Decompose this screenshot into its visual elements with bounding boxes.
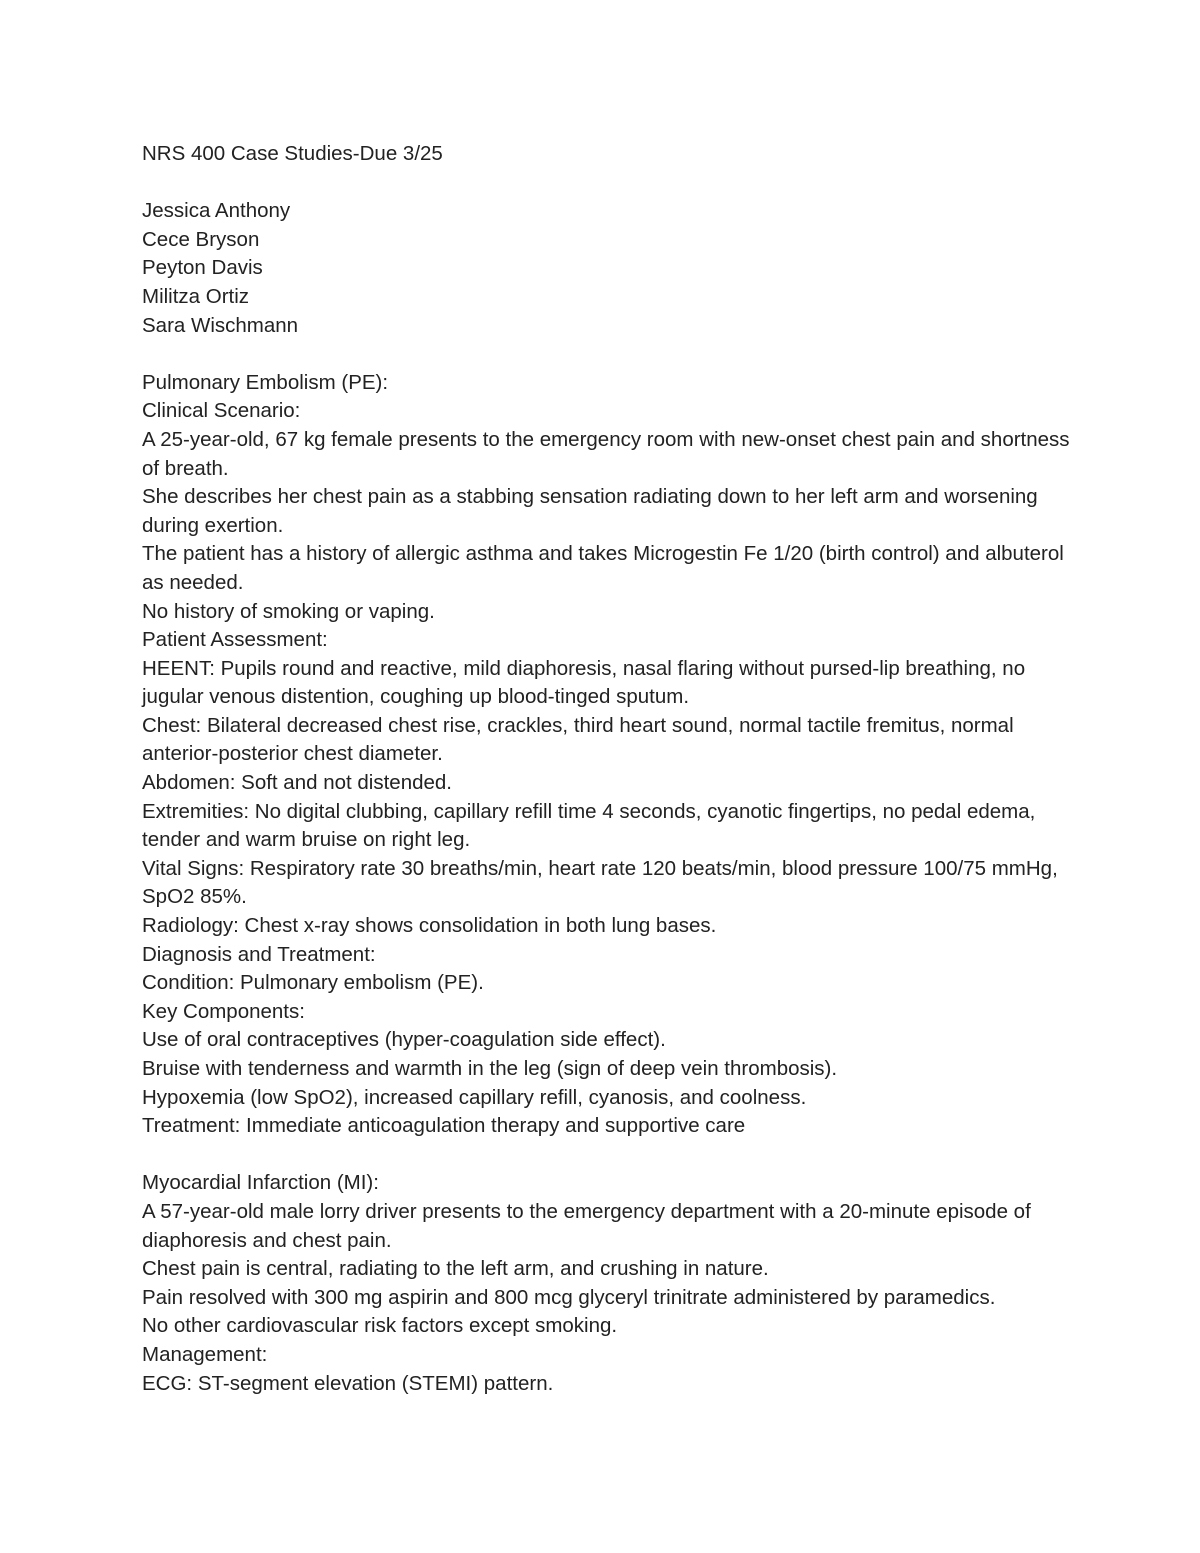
author-name: Peyton Davis (142, 256, 263, 280)
author-name: Militza Ortiz (142, 284, 250, 308)
assessment-heent: HEENT: Pupils round and reactive, mild diaphoresis, nasal flaring without pursed-lip breathing, no jugular venous distention, coughing up blood-tinged sputum. (142, 656, 1026, 709)
clinical-scenario-label: Clinical Scenario: (142, 399, 301, 423)
diagnosis-treatment-label: Diagnosis and Treatment: (142, 942, 376, 966)
scenario-paragraph: No history of smoking or vaping. (142, 599, 435, 623)
key-component-item: Hypoxemia (low SpO2), increased capillary refill, cyanosis, and coolness. (142, 1085, 807, 1109)
treatment-line: Treatment: Immediate anticoagulation therapy and supportive care (142, 1114, 746, 1138)
spacer (142, 340, 1072, 369)
mi-paragraph: A 57-year-old male lorry driver presents to the emergency department with a 20-minute episode of diaphoresis and chest pain. (142, 1199, 1031, 1252)
key-components-label: Key Components: (142, 999, 305, 1023)
key-component-item: Bruise with tenderness and warmth in the leg (sign of deep vein thrombosis). (142, 1057, 838, 1080)
pe-section-heading: Pulmonary Embolism (PE): (142, 370, 389, 394)
key-component-item: Use of oral contraceptives (hyper-coagulation side effect). (142, 1028, 666, 1052)
spacer (142, 1141, 1072, 1170)
author-name: Sara Wischmann (142, 313, 299, 337)
author-name: Jessica Anthony (142, 199, 291, 223)
assessment-vital-signs: Vital Signs: Respiratory rate 30 breaths/min, heart rate 120 beats/min, blood pressure 100/75 mmHg, SpO2 85%. (142, 856, 1058, 909)
document-title: NRS 400 Case Studies-Due 3/25 (142, 142, 443, 165)
assessment-abdomen: Abdomen: Soft and not distended. (142, 771, 453, 795)
mi-paragraph: No other cardiovascular risk factors except smoking. (142, 1314, 618, 1338)
mi-paragraph: Pain resolved with 300 mg aspirin and 800 mcg glyceryl trinitrate administered by paramedics. (142, 1285, 996, 1309)
document-body (142, 140, 1072, 1398)
spacer (142, 169, 1072, 198)
scenario-paragraph: The patient has a history of allergic asthma and takes Microgestin Fe 1/20 (birth control) and albuterol as needed. (142, 542, 1064, 594)
patient-assessment-label: Patient Assessment: (142, 628, 328, 652)
condition-line: Condition: Pulmonary embolism (PE). (142, 971, 484, 995)
assessment-extremities: Extremities: No digital clubbing, capillary refill time 4 seconds, cyanotic fingertips, no pedal edema, tender and warm bruise on right leg. (142, 799, 1036, 852)
author-name: Cece Bryson (142, 227, 260, 251)
ecg-line: ECG: ST-segment elevation (STEMI) pattern. (142, 1371, 554, 1395)
mi-section-heading: Myocardial Infarction (MI): (142, 1171, 379, 1195)
assessment-radiology: Radiology: Chest x-ray shows consolidation in both lung bases. (142, 914, 717, 938)
assessment-chest: Chest: Bilateral decreased chest rise, crackles, third heart sound, normal tactile fremitus, normal anterior-posterior chest diameter. (142, 713, 1014, 766)
scenario-paragraph: A 25-year-old, 67 kg female presents to the emergency room with new-onset chest pain and shortness of breath. (142, 427, 1070, 480)
mi-paragraph: Chest pain is central, radiating to the left arm, and crushing in nature. (142, 1257, 769, 1281)
management-label: Management: (142, 1342, 268, 1366)
scenario-paragraph: She describes her chest pain as a stabbing sensation radiating down to her left arm and worsening during exertion. (142, 485, 1038, 537)
